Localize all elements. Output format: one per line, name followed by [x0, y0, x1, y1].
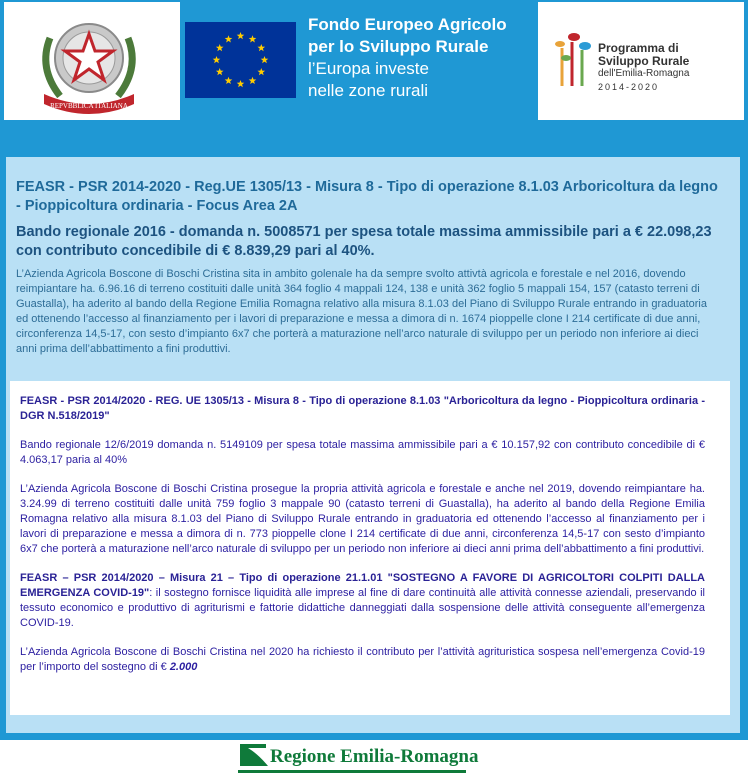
- fund-title-line1: Fondo Europeo Agricolo: [308, 15, 507, 34]
- section-covid-amount: 2.000: [169, 661, 198, 673]
- fund-title-block: [308, 14, 528, 102]
- section-2016-title: FEASR - PSR 2014-2020 - Reg.UE 1305/13 - Misura 8 - Tipo di operazione 8.1.03 Arboricoltura da legno - Pioppicoltura ordinaria - Focus Area 2A: [16, 179, 718, 214]
- section-2016-subtitle: Bando regionale 2016 - domanda n. 5008571 per spesa totale massima ammissibile pari a € 22.098,23 con contributo concedibile di € 8.839,29 pari al 40%.: [16, 224, 712, 259]
- plant-leaf-green: [561, 55, 571, 61]
- plant-leaf-blue: [579, 42, 591, 50]
- section-2016-body: L’Azienda Agricola Boscone di Boschi Cristina sita in ambito golenale ha da sempre svolto attivtà agricola e forestale e nel 2016, dovendo reimpiantare ha. 6.96.16 di terreno costituiti dalle unità 364 foglio 4 mappali 124, 138 e unità 362 foglio 5 mappali 154, 157 (catasto terreni di Guastalla), ha aderito al bando della Regione Emilia Romagna relativo alla misura 8.1.03 del Piano di Sviluppo Rurale entrando in graduatoria ed ottenendo l’accesso al finanziamento per i lavori di preparazione e messa a dimora di n. 1674 pioppelle clone I 214 certificate di due anni, circonferenza 14,5-17, con sesto d’impianto 6x7 che porterà a maturazione nell’arco naturale di sviluppo per un periodo non inferiore ai dieci anni prima dell’abbattimento a fini produttivi.: [16, 268, 707, 355]
- plant-leaf-orange: [555, 41, 565, 47]
- psr-title-line1: Programma di: [598, 41, 679, 55]
- section-covid-request-text: L’Azienda Agricola Boscone di Boschi Cristina nel 2020 ha richiesto il contributo per l’attività agrituristica sospesa nell’emergenza Covid-19 per l’importo del sostegno di €: [20, 646, 705, 673]
- fund-title-line2: per lo Sviluppo Rurale: [308, 37, 489, 56]
- rer-underline: [238, 770, 466, 773]
- regione-emilia-romagna-text: Regione Emilia-Romagna: [270, 746, 479, 767]
- section-2019-title: FEASR - PSR 2014/2020 - REG. UE 1305/13 - Misura 8 - Tipo di operazione 8.1.03 "Arboricoltura da legno - Pioppicoltura ordinaria - DGR N.518/2019": [20, 395, 705, 422]
- eu-flag-icon: [185, 22, 296, 98]
- psr-plant-icon: [554, 28, 594, 88]
- section-covid-body: : il sostegno fornisce liquidità alle imprese al fine di dare continuità alle attività connesse aziendali, preservando il tessuto economico e produttivo di agriturismi e fattorie didattiche danneggiati dalla sospensione delle attività conseguente all’emergenza COVID-19.: [20, 587, 705, 629]
- section-2016: [16, 178, 722, 357]
- psr-title-line2: Sviluppo Rurale: [598, 54, 690, 68]
- section-covid-paragraph: [20, 571, 705, 631]
- content-box-text: [20, 394, 705, 689]
- section-covid-title: FEASR – PSR 2014/2020 – Misura 21 – Tipo di operazione 21.1.01 "SOSTEGNO A FAVORE DI AGRICOLTORI COLPITI DALLA EMERGENZA COVID-19": [20, 572, 705, 599]
- section-2019-body: L’Azienda Agricola Boscone di Boschi Cristina prosegue la propria attività agricola e forestale e anche nel 2019, dovendo reimpiantare ha. 3.24.99 di terreno costituiti dalle unità 759 foglio 3 mappale 90 (catasto terreni di Guastalla), ha aderito al bando della Regione Emilia Romagna relativo alla misura 8.1.03 del Piano di Sviluppo Rurale entrando in graduatoria ed ottenendo l’accesso al finanziamento per i lavori di preparazione e messa a dimora di n. 773 pioppelle clone I 214 certificate di due anni, circonferenza 14,5-17 con sesto d’impianto 6x7 che porterà a maturazione nell’arco naturale di sviluppo per un periodo non inferiore ai dieci anni prima dell’abbattimento a fini produttivi.: [20, 483, 705, 555]
- psr-years: 2014-2020: [598, 82, 660, 92]
- psr-region: dell'Emilia-Romagna: [598, 68, 690, 79]
- plant-leaf-red: [568, 33, 580, 41]
- psr-logo-text: [598, 42, 689, 94]
- rer-flag-icon: [240, 744, 268, 766]
- italian-republic-emblem: [30, 8, 148, 118]
- fund-slogan-line1: l’Europa investe: [308, 59, 429, 78]
- section-covid-request: [20, 645, 705, 675]
- section-2019-subtitle: Bando regionale 12/6/2019 domanda n. 5149109 per spesa totale massima ammissibile pari a € 10.157,92 con contributo concedibile di € 4.063,17 paria al 40%: [20, 439, 705, 466]
- emblem-ribbon-text: REPVBBLICA ITALIANA: [50, 102, 128, 110]
- fund-slogan-line2: nelle zone rurali: [308, 81, 429, 100]
